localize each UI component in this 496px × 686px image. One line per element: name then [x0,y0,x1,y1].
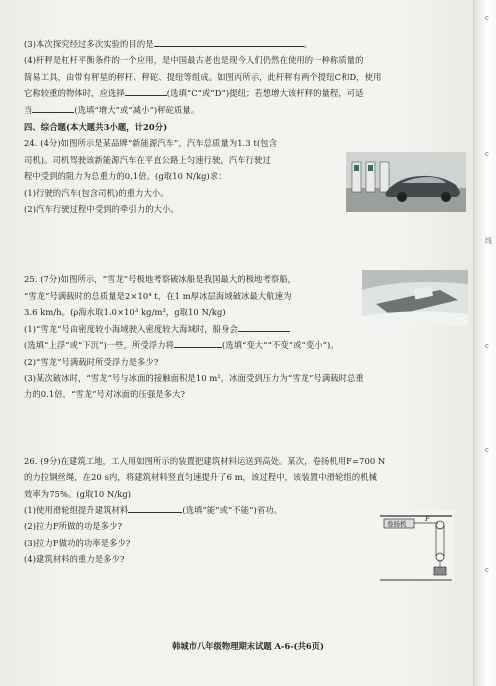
binding-mark: c [485,342,489,350]
icebreaker-ship-image [362,270,468,326]
q25-line3: 3.6 km/h。(ρ海水取1.0×10³ kg/m³，g取10 N/kg) [24,307,226,318]
q24-sub1: (1)行驶的汽车(包含司机)的重力大小。 [24,187,169,198]
q26-line2: 的力拉钢丝绳，在20 s内，将建筑材料竖直匀速提升了6 m，该过程中，该装置中滑轮组的机械 [24,472,378,483]
answer-space[interactable] [24,217,464,271]
q26-line3: 效率为75%。(g取10 N/kg) [24,488,132,499]
q26-sub4: (4)建筑材料的重力是多少? [24,554,125,565]
binding-mark: c [485,14,489,22]
force-label: F [425,515,430,523]
binding-mark: c [485,446,489,454]
icebreaker-illustration [362,270,468,326]
answer-blank[interactable] [32,102,74,113]
q25-sub1: (1)“雪龙”号由密度较小海域驶入密度较大海域时，船身会 [24,321,464,337]
q26-sub1: (1)使用滑轮组提升建筑材料 (选填“能”或“不能”)省功。 [24,502,464,518]
q24-line2: 司机)。司机驾驶该新能源汽车在平直公路上匀速行驶，汽车行驶过 [24,154,271,165]
q25-sub1-cont: (选填“上浮”或“下沉”)一些，所受浮力将 (选填“变大”“不变”或“变小”)。 [24,337,464,353]
section-title: 四、综合题(本大题共3小题，计20分) [24,122,168,133]
q26-line1: 26. (9分)在建筑工地，工人用如图所示的装置把建筑材料运送到高处。某次，卷扬机用F=700 N [24,455,386,466]
q24-sub2: (2)汽车行驶过程中受到的牵引力的大小。 [24,204,179,215]
q26-sub2: (2)拉力F所做的功是多少? [24,521,123,532]
pulley-winch-diagram [378,510,454,582]
page-footer: 韩城市八年级物理期末试题 A-6-(共6页) [172,641,324,651]
q24-line1: 24. (4分)如图所示是某品牌“新能源汽车”，汽车总质量为1.3 t(包含 [24,138,278,149]
right-binding-strip [473,0,496,686]
q25-line1: 25. (7分)如图所示，“雪龙”号极地考察破冰船是我国最大的极地考察船， [24,274,297,285]
answer-blank[interactable] [125,85,167,96]
q23-part4-line2: 简易工具，由带有秤星的秤杆、秤砣、提纽等组成。如图丙所示，此杆秤有两个提纽C和D，使用 [24,71,382,82]
q23-part3: (3)本次探究经过多次实验的目的是 。 [24,36,464,52]
answer-blank[interactable] [154,36,304,47]
binding-mark: c [485,566,489,574]
binding-mark: c [485,150,489,158]
answer-blank[interactable] [238,321,290,332]
q24-line3: 程中受到的阻力为总重力的0.1倍。(g取10 N/kg)求： [24,171,227,182]
pulley-diagram [378,510,454,582]
q23-part4-line3: 它称较重的物体时，应选择 (选填“C”或“D”)提纽；若想增大该杆秤的量程，可适 [24,85,464,101]
answer-space[interactable] [24,403,464,453]
q25-sub3-line1: (3)某次破冰时，“雪龙”号与冰面的接触面积是10 m²，冰面受到压力为“雪龙”号满载时总重 [24,372,364,383]
q23-part4-line4: 当 (选填“增大”或“减小”)秤砣质量。 [24,102,464,118]
car-charging-illustration [346,152,466,212]
binding-mark: 线 [485,237,492,245]
q26-sub3: (3)拉力F做功的功率是多少? [24,537,131,548]
q25-sub2: (2)“雪龙”号满载时所受浮力是多少? [24,356,159,367]
q25-sub3-line2: 力的0.1倍，“雪龙”号对冰面的压强是多大? [24,389,186,400]
answer-blank[interactable] [174,337,222,348]
q23-part4-line1: (4)杆秤是杠杆平衡条件的一个应用，是中国最古老也是现今人们仍然在使用的一种称质量的 [24,55,364,66]
car-charging-image [346,152,466,212]
winch-label: 卷扬机 [387,520,407,528]
q25-line2: “雪龙”号满载时的总质量是2×10⁴ t，在1 m厚冰层海域破冰最大航速为 [24,290,292,301]
answer-blank[interactable] [128,502,182,513]
